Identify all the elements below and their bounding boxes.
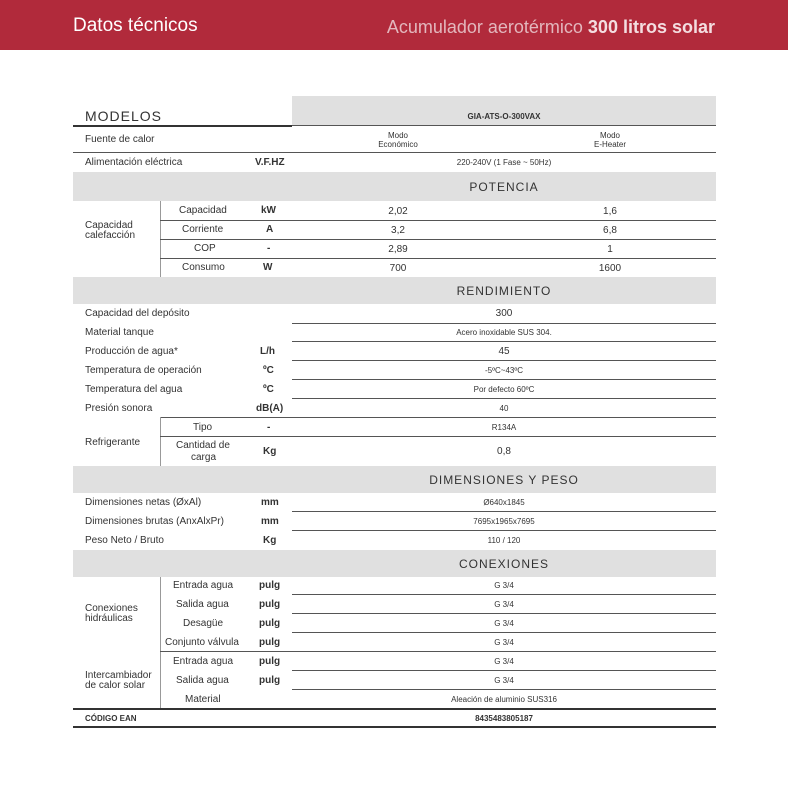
carga-value: 0,8 bbox=[497, 446, 511, 457]
rend-row-label: Temperatura de operación bbox=[85, 365, 202, 376]
refrigerante-label: Refrigerante bbox=[85, 437, 141, 448]
modo2-line2: E-Heater bbox=[593, 140, 626, 149]
con-row-label: Salida agua bbox=[176, 675, 229, 686]
con-row-unit: pulg bbox=[259, 637, 281, 648]
potencia-title: POTENCIA bbox=[469, 180, 539, 194]
hidraulicas-label-l1: Conexiones bbox=[85, 603, 138, 614]
pot-row-label: Consumo bbox=[182, 262, 225, 273]
pot-row-v1: 700 bbox=[389, 263, 407, 274]
pot-row-v2: 1600 bbox=[598, 263, 622, 274]
dim-row-unit: mm bbox=[261, 516, 279, 527]
rend-row-unit: dB(A) bbox=[256, 403, 284, 414]
rend-row-label: Presión sonora bbox=[85, 403, 153, 414]
carga-label-l1: Cantidad de bbox=[176, 440, 230, 451]
con-row-unit: pulg bbox=[259, 675, 281, 686]
con-row-label: Material bbox=[185, 694, 221, 705]
rend-row-value: -5ºC~43ºC bbox=[484, 366, 524, 375]
con-row-value: G 3/4 bbox=[494, 619, 514, 628]
capacidad-group-l2: calefacción bbox=[85, 230, 136, 241]
intercambiador-label-l2: de calor solar bbox=[85, 680, 146, 691]
con-row-label: Conjunto válvula bbox=[165, 637, 239, 648]
con-row-label: Desagüe bbox=[183, 618, 224, 629]
rend-row-unit: L/h bbox=[260, 346, 275, 357]
carga-unit: Kg bbox=[263, 446, 277, 457]
rendimiento-title: RENDIMIENTO bbox=[456, 284, 552, 298]
con-row-unit: pulg bbox=[259, 580, 281, 591]
alimentacion-value: 220-240V (1 Fase ~ 50Hz) bbox=[456, 158, 552, 167]
rend-row-unit: ºC bbox=[263, 365, 274, 376]
intercambiador-label-l1: Intercambiador bbox=[85, 670, 152, 681]
rend-row-value: Por defecto 60ºC bbox=[473, 385, 535, 394]
pot-row-label: Corriente bbox=[182, 224, 224, 235]
rend-row-value: 300 bbox=[495, 308, 513, 319]
con-row-value: G 3/4 bbox=[494, 657, 514, 666]
modo1-line2: Económico bbox=[378, 140, 418, 149]
rend-row-value: 45 bbox=[498, 346, 510, 357]
con-row-value: Aleación de aluminio SUS316 bbox=[451, 695, 557, 704]
dim-row-unit: mm bbox=[261, 497, 279, 508]
refrigerante-tipo-unit: - bbox=[267, 422, 271, 433]
dim-row-label: Peso Neto / Bruto bbox=[85, 535, 164, 546]
alimentacion-unit: V.F.HZ bbox=[255, 157, 285, 168]
dim-row-label: Dimensiones brutas (AnxAlxPr) bbox=[85, 516, 224, 527]
model-code: GIA-ATS-O-300VAX bbox=[467, 112, 541, 121]
specs-table bbox=[73, 96, 716, 736]
con-row-label: Salida agua bbox=[176, 599, 229, 610]
rend-row-label: Material tanque bbox=[85, 327, 154, 338]
pot-row-label: COP bbox=[194, 243, 216, 254]
fuente-label: Fuente de calor bbox=[85, 134, 155, 145]
dim-row-value: 110 / 120 bbox=[487, 536, 521, 545]
dim-row-unit: Kg bbox=[263, 535, 277, 546]
pot-row-unit: kW bbox=[261, 205, 276, 216]
header-banner bbox=[0, 0, 788, 50]
con-row-value: G 3/4 bbox=[494, 581, 514, 590]
con-row-unit: pulg bbox=[259, 618, 281, 629]
rend-row-value: Acero inoxidable SUS 304. bbox=[456, 328, 552, 337]
ean-label: CÓDIGO EAN bbox=[85, 714, 137, 723]
rend-row-value: 40 bbox=[499, 404, 509, 413]
model-header-bg bbox=[292, 96, 716, 126]
conexiones-title: CONEXIONES bbox=[458, 557, 549, 571]
con-row-unit: pulg bbox=[259, 599, 281, 610]
dim-row-value: 7695x1965x7695 bbox=[473, 517, 535, 526]
pot-row-v1: 2,02 bbox=[388, 206, 408, 217]
con-row-label: Entrada agua bbox=[173, 656, 234, 667]
pot-row-unit: A bbox=[266, 224, 274, 235]
product-title: Acumulador aerotérmico 300 litros solar bbox=[386, 17, 715, 37]
con-row-value: G 3/4 bbox=[494, 676, 514, 685]
pot-row-v1: 3,2 bbox=[391, 225, 405, 236]
pot-row-unit: - bbox=[267, 243, 271, 254]
con-row-label: Entrada agua bbox=[173, 580, 234, 591]
pot-row-v2: 6,8 bbox=[603, 225, 617, 236]
dimensiones-title: DIMENSIONES Y PESO bbox=[429, 473, 579, 487]
con-row-value: G 3/4 bbox=[494, 600, 514, 609]
rend-row-unit: ºC bbox=[263, 384, 274, 395]
rend-row-label: Producción de agua* bbox=[85, 346, 178, 357]
modo2-line1: Modo bbox=[599, 131, 620, 140]
alimentacion-label: Alimentación eléctrica bbox=[85, 157, 183, 168]
carga-label-l2: carga bbox=[191, 452, 217, 463]
con-row-unit: pulg bbox=[259, 656, 281, 667]
dim-row-value: Ø640x1845 bbox=[483, 498, 525, 507]
capacidad-group-l1: Capacidad bbox=[85, 220, 133, 231]
pot-row-label: Capacidad bbox=[179, 205, 227, 216]
dim-row-label: Dimensiones netas (ØxAl) bbox=[85, 497, 202, 508]
pot-row-v2: 1,6 bbox=[603, 206, 617, 217]
pot-row-v2: 1 bbox=[607, 244, 613, 255]
hidraulicas-label-l2: hidráulicas bbox=[85, 613, 133, 624]
pot-row-unit: W bbox=[263, 262, 273, 273]
rend-row-label: Capacidad del depósito bbox=[85, 308, 190, 319]
refrigerante-tipo-value: R134A bbox=[491, 423, 517, 432]
ean-value: 8435483805187 bbox=[475, 714, 533, 723]
section-title: Datos técnicos bbox=[73, 15, 198, 36]
modo1-line1: Modo bbox=[387, 131, 408, 140]
refrigerante-tipo-label: Tipo bbox=[193, 422, 213, 433]
pot-row-v1: 2,89 bbox=[388, 244, 408, 255]
models-heading: MODELOS bbox=[85, 108, 163, 124]
rend-row-label: Temperatura del agua bbox=[85, 384, 183, 395]
con-row-value: G 3/4 bbox=[494, 638, 514, 647]
